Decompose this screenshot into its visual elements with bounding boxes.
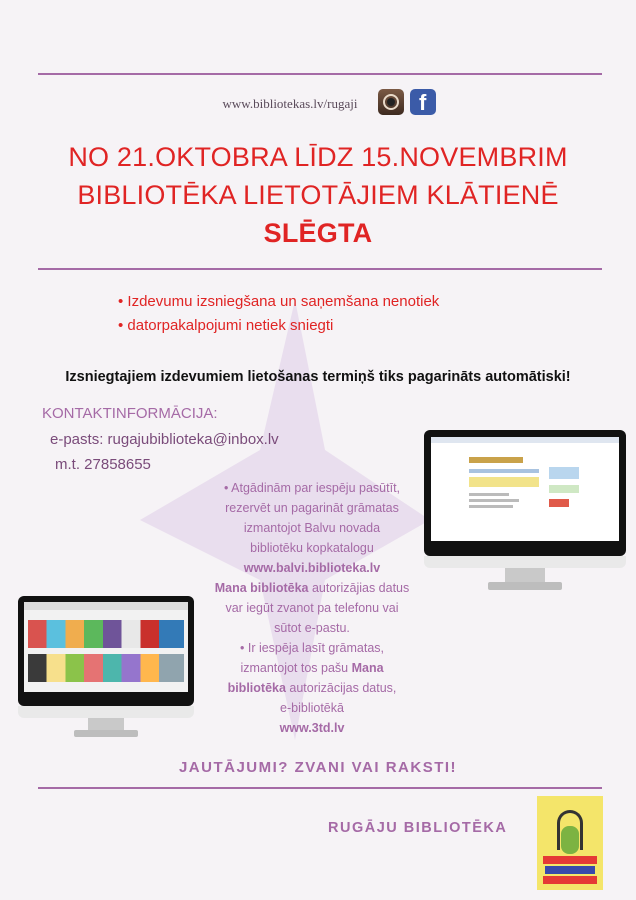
info-text: e-bibliotēkā bbox=[280, 701, 344, 715]
info-bold: Mana bbox=[351, 661, 384, 675]
facebook-icon[interactable]: f bbox=[410, 89, 436, 115]
headline-closed: SLĒGTA bbox=[263, 218, 373, 248]
closure-bullets bbox=[118, 290, 439, 338]
bullet-item: • Izdevumu izsniegšana un saņemšana nenotiek bbox=[118, 290, 439, 314]
info-text: izmantojot Balvu novada bbox=[243, 521, 381, 535]
headline-dates: NO 21.OKTOBRA LĪDZ 15.NOVEMBRIM bbox=[68, 142, 568, 172]
info-text: autorizājias datus bbox=[308, 581, 410, 595]
library-name: RUGĀJU BIBLIOTĒKA bbox=[328, 820, 508, 836]
library-logo-illustration bbox=[537, 796, 603, 890]
headline-library-closed: BIBLIOTĒKA LIETOTĀJIEM KLĀTIENĒ bbox=[77, 180, 559, 210]
website-url[interactable]: www.bibliotekas.lv/rugaji bbox=[222, 96, 358, 111]
info-bold: Mana bibliotēka bbox=[214, 581, 309, 595]
contact-heading: KONTAKTINFORMĀCIJA: bbox=[42, 405, 218, 422]
catalog-link[interactable]: www.balvi.biblioteka.lv bbox=[243, 561, 381, 575]
questions-callout: JAUTĀJUMI? ZVANI VAI RAKSTI! bbox=[178, 759, 458, 776]
info-text: rezervēt un pagarināt grāmatas bbox=[225, 501, 399, 515]
ebook-link[interactable]: www.3td.lv bbox=[279, 721, 345, 735]
bullet-item: • datorpakalpojumi netiek sniegti bbox=[118, 314, 439, 338]
extension-notice: Izsniegtajiem izdevumiem lietošanas termiņš tiks pagarināts automātiski! bbox=[65, 369, 571, 385]
info-text: sūtot e-pastu. bbox=[274, 621, 350, 635]
contact-email[interactable]: e-pasts: rugajubiblioteka@inbox.lv bbox=[50, 431, 279, 448]
info-text: Atgādinām par iespēju pasūtīt, bbox=[231, 481, 401, 495]
bullet-dot: • bbox=[239, 641, 248, 655]
info-text: var iegūt zvanot pa telefonu vai bbox=[225, 601, 399, 615]
instagram-icon[interactable] bbox=[378, 89, 404, 115]
info-text: autorizācijas datus, bbox=[285, 681, 397, 695]
contact-phone[interactable]: m.t. 27858655 bbox=[55, 456, 151, 473]
info-text: bibliotēku kopkatalogu bbox=[250, 541, 374, 555]
info-block bbox=[200, 478, 424, 738]
info-bold: bibliotēka bbox=[227, 681, 286, 695]
bottom-divider bbox=[38, 787, 602, 789]
info-text: Ir iespēja lasīt grāmatas, bbox=[247, 641, 385, 655]
top-divider bbox=[38, 73, 602, 75]
middle-divider bbox=[38, 268, 602, 270]
bullet-dot: • bbox=[223, 481, 232, 495]
info-text: izmantojot tos pašu bbox=[240, 661, 352, 675]
